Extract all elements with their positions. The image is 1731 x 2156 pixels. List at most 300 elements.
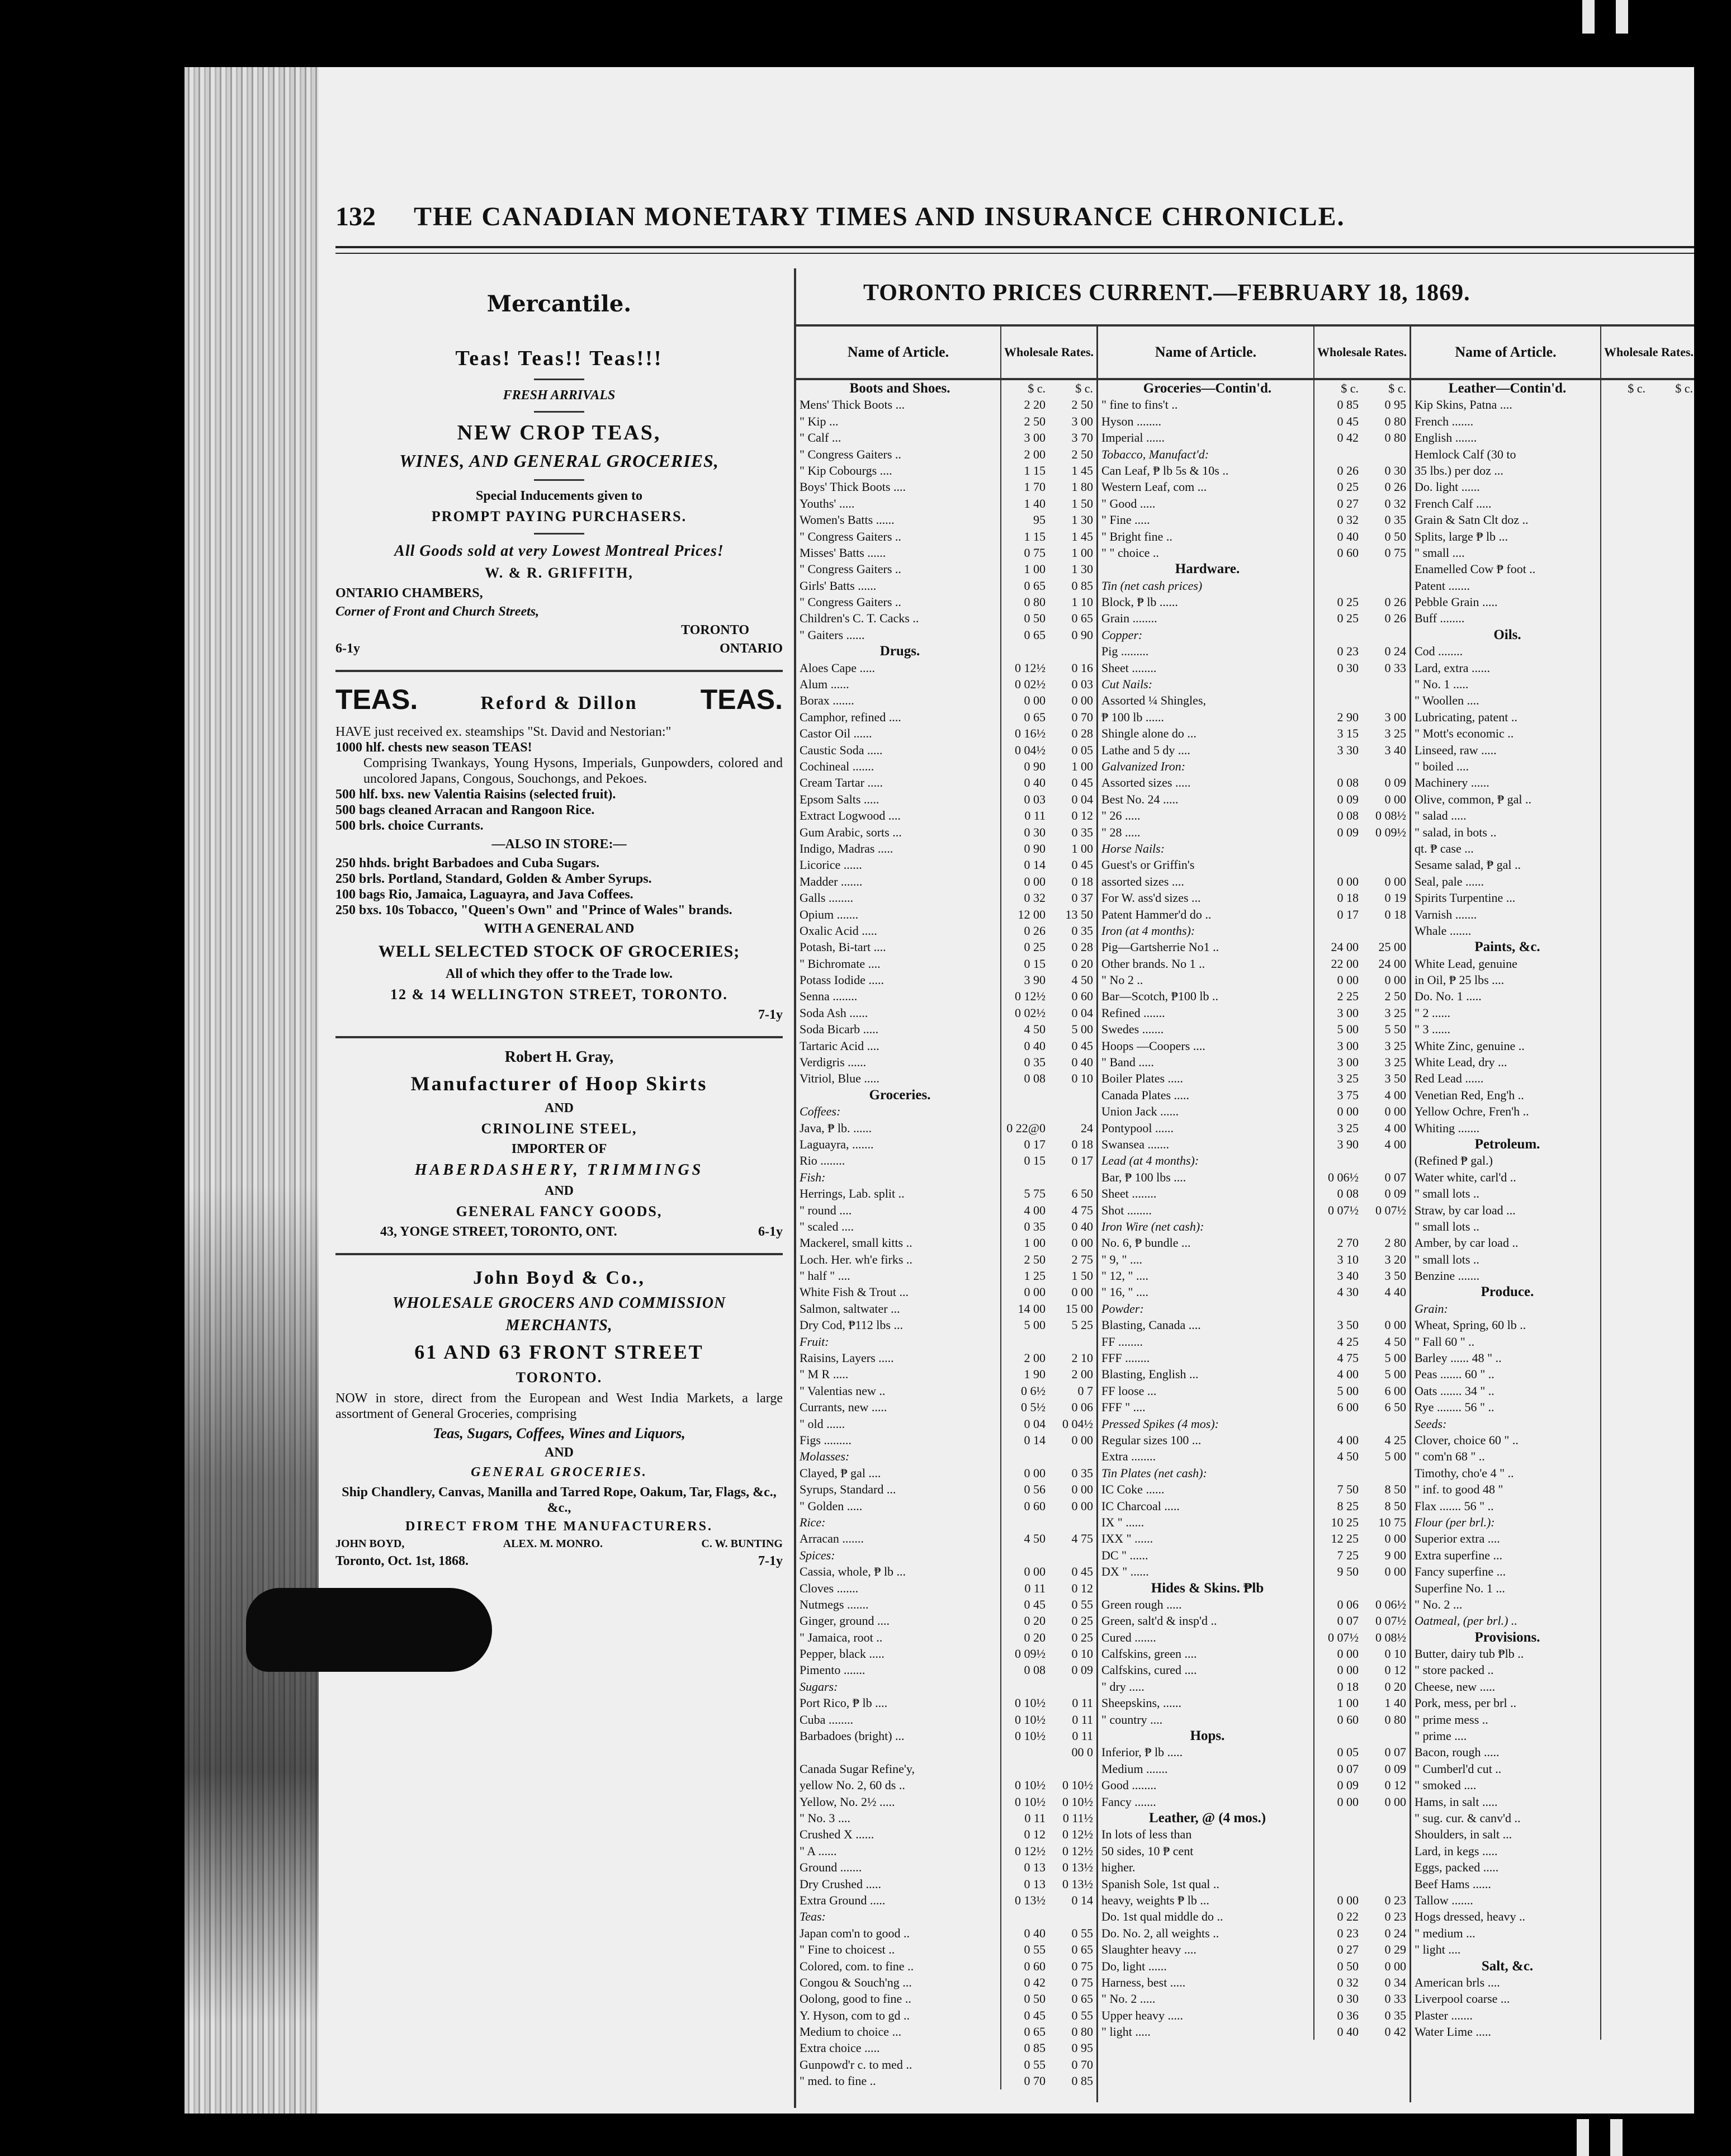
price-row [1098, 1711, 1410, 1728]
ad-firm: Reford & Dillon [480, 693, 638, 713]
article-name: Gum Arabic, sorts ... [796, 824, 1001, 840]
price-row [1098, 1301, 1410, 1317]
article-name: Girls' Batts ...... [796, 578, 1001, 594]
rate-low: 0 02½ [1015, 1005, 1046, 1020]
rate-high [1362, 578, 1410, 594]
rate-low [1601, 643, 1649, 659]
rate-low: 0 10½ [1015, 1794, 1046, 1809]
article-name: " " choice .. [1098, 545, 1314, 561]
ad-address: Corner of Front and Church Streets, [335, 604, 540, 619]
rate-high: $ c. [1388, 381, 1406, 395]
price-row [796, 1021, 1096, 1037]
rate-low [1314, 840, 1362, 857]
rate-high: 0 08½ [1375, 1630, 1406, 1644]
price-row [1098, 939, 1410, 955]
price-row [1411, 462, 1694, 479]
ad-partners [335, 1538, 783, 1550]
article-name: Groceries—Contin'd. [1098, 380, 1314, 396]
rate-low: 0 60 [1337, 545, 1359, 560]
ad-line: All of which they offer to the Trade low. [446, 967, 673, 981]
article-name: Groceries. [796, 1087, 1001, 1103]
price-row [1098, 1974, 1410, 1990]
rate-low: 0 85 [1337, 398, 1359, 412]
rate-low [1601, 807, 1649, 824]
rate-low: 4 50 [1024, 1531, 1046, 1546]
rate-high [1649, 1843, 1694, 1859]
price-row [1098, 1202, 1410, 1218]
price-row [796, 1761, 1096, 1777]
rate-high: 0 25 [1071, 1614, 1093, 1628]
article-name: Grain: [1411, 1301, 1601, 1317]
price-row [1411, 1925, 1694, 1941]
article-name: Shoulders, in salt ... [1411, 1826, 1601, 1842]
price-row [1098, 1514, 1410, 1530]
rate-high: 0 10 [1071, 1071, 1093, 1086]
article-name: " Gaiters ...... [796, 627, 1001, 643]
price-row [1411, 758, 1694, 774]
rate-low [1001, 1103, 1049, 1119]
price-row [1411, 1744, 1694, 1760]
article-name: Canada Sugar Refine'y, [796, 1761, 1001, 1777]
article-name: " 3 ...... [1411, 1021, 1601, 1037]
article-name: Java, ₱ lb. ...... [796, 1120, 1001, 1136]
rate-low [1601, 1005, 1649, 1021]
rate-high [1649, 1941, 1694, 1958]
price-row [1411, 1070, 1694, 1086]
price-row [1411, 1530, 1694, 1547]
rate-low: 0 12½ [1015, 660, 1046, 675]
price-row [1098, 1218, 1410, 1235]
article-name: DC " ...... [1098, 1547, 1314, 1563]
rate-low: 0 25 [1337, 595, 1359, 609]
rate-low: 0 35 [1024, 1219, 1046, 1233]
header-name: Name of Article. [796, 327, 1001, 378]
article-name: 50 sides, 10 ₱ cent [1098, 1843, 1314, 1859]
rate-low: 0 6½ [1021, 1383, 1046, 1398]
article-name: Sheet ........ [1098, 660, 1314, 676]
rate-low [1601, 906, 1649, 923]
rate-high: 00 0 [1071, 1745, 1093, 1760]
rate-high: 5 50 [1384, 1022, 1406, 1037]
rate-low [1314, 578, 1362, 594]
article-name: Blasting, Canada .... [1098, 1317, 1314, 1333]
rate-high: 0 06 [1071, 1400, 1093, 1415]
rate-low: 0 36 [1337, 2008, 1359, 2022]
article-name: in Oil, ₱ 25 lbs .... [1411, 972, 1601, 988]
rate-low: 0 30 [1024, 825, 1046, 839]
rate-high [1649, 1268, 1694, 1284]
price-row [796, 1892, 1096, 1908]
rate-high [1649, 1530, 1694, 1547]
rate-high [1649, 1777, 1694, 1793]
article-name: Amber, by car load .. [1411, 1235, 1601, 1251]
article-name: Shot ........ [1098, 1202, 1314, 1218]
article-name: Assorted sizes ..... [1098, 774, 1314, 791]
article-name: Block, ₱ lb ...... [1098, 594, 1314, 610]
article-name: Misses' Batts ...... [796, 545, 1001, 561]
rate-high [1649, 1021, 1694, 1037]
article-name: " salad, in bots .. [1411, 824, 1601, 840]
article-name: " Fall 60 " .. [1411, 1334, 1601, 1350]
rate-high: 0 60 [1071, 989, 1093, 1004]
price-row [796, 906, 1096, 923]
article-name: Whiting ....... [1411, 1120, 1601, 1136]
rate-low: 12 00 [1018, 907, 1046, 921]
rate-high [1649, 1876, 1694, 1892]
rate-high [1649, 396, 1694, 413]
price-row [1411, 1251, 1694, 1268]
article-name: Hemlock Calf (30 to [1411, 446, 1601, 462]
rate-high [1649, 429, 1694, 446]
ad-partner: ALEX. M. MONRO. [503, 1538, 603, 1550]
price-row [1098, 1152, 1410, 1169]
rate-low [1601, 1974, 1649, 1990]
article-name: Water white, carl'd .. [1411, 1169, 1601, 1185]
rate-low [1601, 923, 1649, 939]
price-row [796, 479, 1096, 495]
price-row [796, 462, 1096, 479]
rate-high: $ c. [1675, 381, 1693, 395]
rate-high: 0 80 [1384, 1712, 1406, 1727]
rate-high: 0 00 [1384, 973, 1406, 987]
ad-item: Comprising Twankays, Young Hysons, Imperials, Gunpowders, colored and uncolored Japans, Congous, Souchongs, and Pekoes. [363, 756, 783, 786]
price-row [796, 1383, 1096, 1399]
price-row [1411, 1563, 1694, 1580]
price-row [1411, 1399, 1694, 1415]
price-row [796, 1580, 1096, 1596]
article-name: Dry Crushed ..... [796, 1876, 1001, 1892]
price-row [796, 1662, 1096, 1678]
rate-low: 0 40 [1337, 529, 1359, 543]
rate-high: 0 26 [1384, 595, 1406, 609]
ad-footer [335, 1554, 783, 1569]
rate-high: 0 85 [1071, 2074, 1093, 2088]
rate-high [1649, 1646, 1694, 1662]
article-name: Extra ........ [1098, 1448, 1314, 1464]
price-row [796, 1629, 1096, 1646]
rate-low: 0 08 [1024, 1071, 1046, 1086]
rate-high: 0 09 [1384, 1761, 1406, 1776]
article-name: " med. to fine .. [796, 2073, 1001, 2089]
ad-firm: Robert H. Gray, [504, 1048, 614, 1066]
article-name: Calfskins, green .... [1098, 1646, 1314, 1662]
rate-high: 2 00 [1071, 1367, 1093, 1382]
price-row [1411, 1892, 1694, 1908]
article-name: " Bright fine .. [1098, 528, 1314, 545]
price-row [796, 1432, 1096, 1448]
rate-high [1649, 1087, 1694, 1103]
article-name: " sug. cur. & canv'd .. [1411, 1810, 1601, 1826]
rate-high: 0 12 [1384, 1778, 1406, 1793]
rate-low: 0 07 [1337, 1761, 1359, 1776]
price-row [1098, 1070, 1410, 1086]
rate-high [1649, 840, 1694, 857]
ad-city: TORONTO [681, 623, 749, 637]
article-name: Refined ....... [1098, 1005, 1314, 1021]
ad-body: HAVE just received ex. steamships "St. David and Nestorian:" [335, 725, 671, 739]
article-name: Arracan ....... [796, 1530, 1001, 1547]
rate-low [1601, 1596, 1649, 1613]
rate-high: 5 00 [1071, 1022, 1093, 1037]
price-row [1411, 643, 1694, 659]
price-row [1098, 1744, 1410, 1760]
section-heading-row [1098, 561, 1410, 577]
rate-high [1649, 1662, 1694, 1678]
price-row [1098, 1826, 1410, 1842]
price-row [1411, 1876, 1694, 1892]
rate-high [1362, 561, 1410, 577]
rate-low: 2 00 [1024, 1351, 1046, 1365]
ad-line: Ship Chandlery, Canvas, Manilla and Tarred Rope, Oakum, Tar, Flags, &c., &c., [342, 1485, 777, 1515]
divider [534, 379, 584, 380]
rate-high: 0 04½ [1062, 1416, 1093, 1431]
rate-high: 2 80 [1384, 1236, 1406, 1250]
rate-low: 0 90 [1024, 841, 1046, 855]
rate-low [1601, 692, 1649, 708]
ad-line: AND [545, 1445, 574, 1460]
article-name: Galvanized Iron: [1098, 758, 1314, 774]
price-row [1098, 906, 1410, 923]
rate-low [1314, 1728, 1362, 1744]
price-row [796, 578, 1096, 594]
article-name: Sheet ........ [1098, 1185, 1314, 1202]
ad-line: NEW CROP TEAS, [457, 421, 661, 445]
article-name: " round .... [796, 1202, 1001, 1218]
article-name: Barley ...... 48 " .. [1411, 1350, 1601, 1366]
rate-high [1649, 1301, 1694, 1317]
price-row [796, 396, 1096, 413]
ad-code: 7-1y [758, 1554, 783, 1568]
rate-low [1601, 1646, 1649, 1662]
rate-high [1649, 791, 1694, 807]
price-row [1411, 1350, 1694, 1366]
rate-high [1049, 643, 1096, 659]
article-name: Verdigris ...... [796, 1054, 1001, 1070]
rate-low: 0 35 [1024, 1055, 1046, 1070]
price-row [1098, 479, 1410, 495]
rate-low [1601, 1514, 1649, 1530]
price-row [796, 1202, 1096, 1218]
rate-high: 0 45 [1071, 858, 1093, 872]
rate-low [1601, 939, 1649, 955]
rate-low: 0 10½ [1015, 1712, 1046, 1727]
price-row [1098, 1958, 1410, 1974]
article-name: ₱ 100 lb ...... [1098, 709, 1314, 725]
rate-low [1601, 1662, 1649, 1678]
rate-low: 0 17 [1337, 907, 1359, 921]
article-name: Slaughter heavy .... [1098, 1941, 1314, 1958]
price-row [1411, 1826, 1694, 1842]
rate-low [1601, 1744, 1649, 1760]
rate-low: 0 18 [1337, 891, 1359, 905]
price-row [796, 512, 1096, 528]
rate-high: 1 30 [1071, 513, 1093, 527]
rate-high: 1 00 [1071, 841, 1093, 855]
section-heading-row [1098, 1580, 1410, 1596]
article-name: Vitriol, Blue ..... [796, 1070, 1001, 1086]
rate-high: 0 75 [1071, 1975, 1093, 1989]
price-row [796, 1695, 1096, 1711]
rate-high: 3 00 [1071, 414, 1093, 428]
price-row [796, 1317, 1096, 1333]
price-row [1098, 1481, 1410, 1497]
article-name: Timothy, cho'e 4 " .. [1411, 1465, 1601, 1481]
rate-low [1601, 1334, 1649, 1350]
rate-high: 2 50 [1384, 989, 1406, 1004]
rate-low: 0 14 [1024, 858, 1046, 872]
article-name: Sugars: [796, 1679, 1001, 1695]
price-row [1098, 594, 1410, 610]
article-name: Laguayra, ....... [796, 1136, 1001, 1152]
rate-high [1649, 1613, 1694, 1629]
rate-high [1649, 1350, 1694, 1366]
rate-low: 5 00 [1337, 1022, 1359, 1037]
ad-item: 1000 hlf. chests new season TEAS! [335, 740, 532, 755]
price-row [1098, 512, 1410, 528]
rate-low [1601, 1530, 1649, 1547]
article-name: Leather, @ (4 mos.) [1098, 1810, 1314, 1826]
article-name: " prime mess .. [1411, 1711, 1601, 1728]
rate-low [1601, 512, 1649, 528]
rate-low: 0 00 [1337, 874, 1359, 888]
rate-low [1601, 1448, 1649, 1464]
rate-low: 0 27 [1337, 1942, 1359, 1957]
article-name: Superfine No. 1 ... [1411, 1580, 1601, 1596]
price-row [796, 1481, 1096, 1497]
price-row [1411, 1152, 1694, 1169]
article-name: Cochineal ....... [796, 758, 1001, 774]
rate-high: 0 24 [1384, 644, 1406, 659]
rate-high: 1 45 [1071, 463, 1093, 477]
article-name: Hides & Skins. ₱lb [1098, 1580, 1314, 1596]
price-row [1411, 512, 1694, 528]
article-name: Cheese, new ..... [1411, 1679, 1601, 1695]
rate-low [1601, 446, 1649, 462]
article-name: " light .... [1411, 1941, 1601, 1958]
article-name: Do, light ...... [1098, 1958, 1314, 1974]
rate-high [1649, 1974, 1694, 1990]
price-row [1411, 692, 1694, 708]
price-row [1411, 1416, 1694, 1432]
rate-high: 0 17 [1071, 1153, 1093, 1168]
rate-high: 0 80 [1071, 2025, 1093, 2039]
price-row [1411, 1613, 1694, 1629]
rate-low [1601, 2007, 1649, 2023]
rate-high: 0 07½ [1375, 1614, 1406, 1628]
rate-low [1314, 446, 1362, 462]
rate-low [1601, 956, 1649, 972]
rate-high: 4 25 [1384, 1433, 1406, 1447]
rate-low [1001, 1334, 1049, 1350]
rate-high: 4 40 [1384, 1285, 1406, 1299]
newspaper-page [185, 67, 1694, 2114]
article-name: " Congress Gaiters .. [796, 594, 1001, 610]
price-row [796, 1416, 1096, 1432]
rate-low: 0 32 [1337, 1975, 1359, 1989]
price-row [1098, 1530, 1410, 1547]
rate-low [1601, 413, 1649, 429]
rate-low: 0 85 [1024, 2041, 1046, 2055]
price-row [796, 1268, 1096, 1284]
price-row [796, 725, 1096, 741]
article-name: Tin (net cash prices) [1098, 578, 1314, 594]
section-heading-row [1411, 1136, 1694, 1152]
article-name: Patent ....... [1411, 578, 1601, 594]
price-row [1411, 610, 1694, 626]
rate-high [1649, 956, 1694, 972]
rate-low: 2 90 [1337, 710, 1359, 724]
rate-low [1001, 1087, 1049, 1103]
rate-low [1601, 1711, 1649, 1728]
article-name: " 2 ...... [1411, 1005, 1601, 1021]
rate-high: 5 00 [1384, 1449, 1406, 1464]
rate-low: 4 50 [1337, 1449, 1359, 1464]
price-row [1411, 1514, 1694, 1530]
ad-body: NOW in store, direct from the European and West India Markets, a large assortment of General Groceries, comprising [335, 1391, 783, 1421]
article-name: " 26 ..... [1098, 807, 1314, 824]
price-row [1098, 840, 1410, 857]
rate-low: 4 00 [1337, 1367, 1359, 1382]
rate-low: 8 25 [1337, 1498, 1359, 1513]
rate-high [1649, 923, 1694, 939]
rate-high [1362, 1728, 1410, 1744]
rate-high: 0 55 [1071, 1926, 1093, 1940]
article-name: " Jamaica, root .. [796, 1629, 1001, 1646]
price-row [1411, 1908, 1694, 1925]
price-row [1098, 1498, 1410, 1514]
rate-high: 3 20 [1384, 1252, 1406, 1266]
article-name: " scaled .... [796, 1218, 1001, 1235]
rate-low: 24 00 [1331, 940, 1359, 954]
ad-address: 12 & 14 WELLINGTON STREET, TORONTO. [390, 986, 728, 1003]
rate-low: 3 25 [1337, 1120, 1359, 1135]
price-row [1411, 396, 1694, 413]
price-row [1411, 2023, 1694, 2040]
rate-low: 12 25 [1331, 1531, 1359, 1546]
price-row [796, 1284, 1096, 1300]
rate-high [1049, 1908, 1096, 1925]
price-row [1098, 578, 1410, 594]
price-row [796, 627, 1096, 643]
section-heading-row [1411, 380, 1694, 396]
price-row [796, 1218, 1096, 1235]
rate-high: 0 80 [1384, 414, 1406, 428]
article-name: Mackerel, small kitts .. [796, 1235, 1001, 1251]
price-row [796, 1498, 1096, 1514]
article-name: Iron (at 4 months): [1098, 923, 1314, 939]
rate-low: 4 50 [1024, 1022, 1046, 1037]
rate-low [1601, 1136, 1649, 1152]
rate-low [1601, 1794, 1649, 1810]
article-name: Pig—Gartsherrie No1 .. [1098, 939, 1314, 955]
ad-line: WELL SELECTED STOCK OF GROCERIES; [378, 942, 740, 961]
price-row [1411, 988, 1694, 1004]
rate-high: 0 35 [1071, 825, 1093, 839]
article-name: Port Rico, ₱ lb .... [796, 1695, 1001, 1711]
price-row [796, 1958, 1096, 1974]
article-name: Do. light ...... [1411, 479, 1601, 495]
rate-low: 0 10½ [1015, 1729, 1046, 1743]
rate-low [1601, 1908, 1649, 1925]
article-name: Gunpowd'r c. to med .. [796, 2056, 1001, 2073]
article-name: Buff ........ [1411, 610, 1601, 626]
rate-high [1649, 1580, 1694, 1596]
price-row [796, 742, 1096, 758]
article-name: Cuba ........ [796, 1711, 1001, 1728]
rate-low: 4 30 [1337, 1285, 1359, 1299]
rate-low: 3 30 [1337, 743, 1359, 757]
price-row [1411, 1465, 1694, 1481]
